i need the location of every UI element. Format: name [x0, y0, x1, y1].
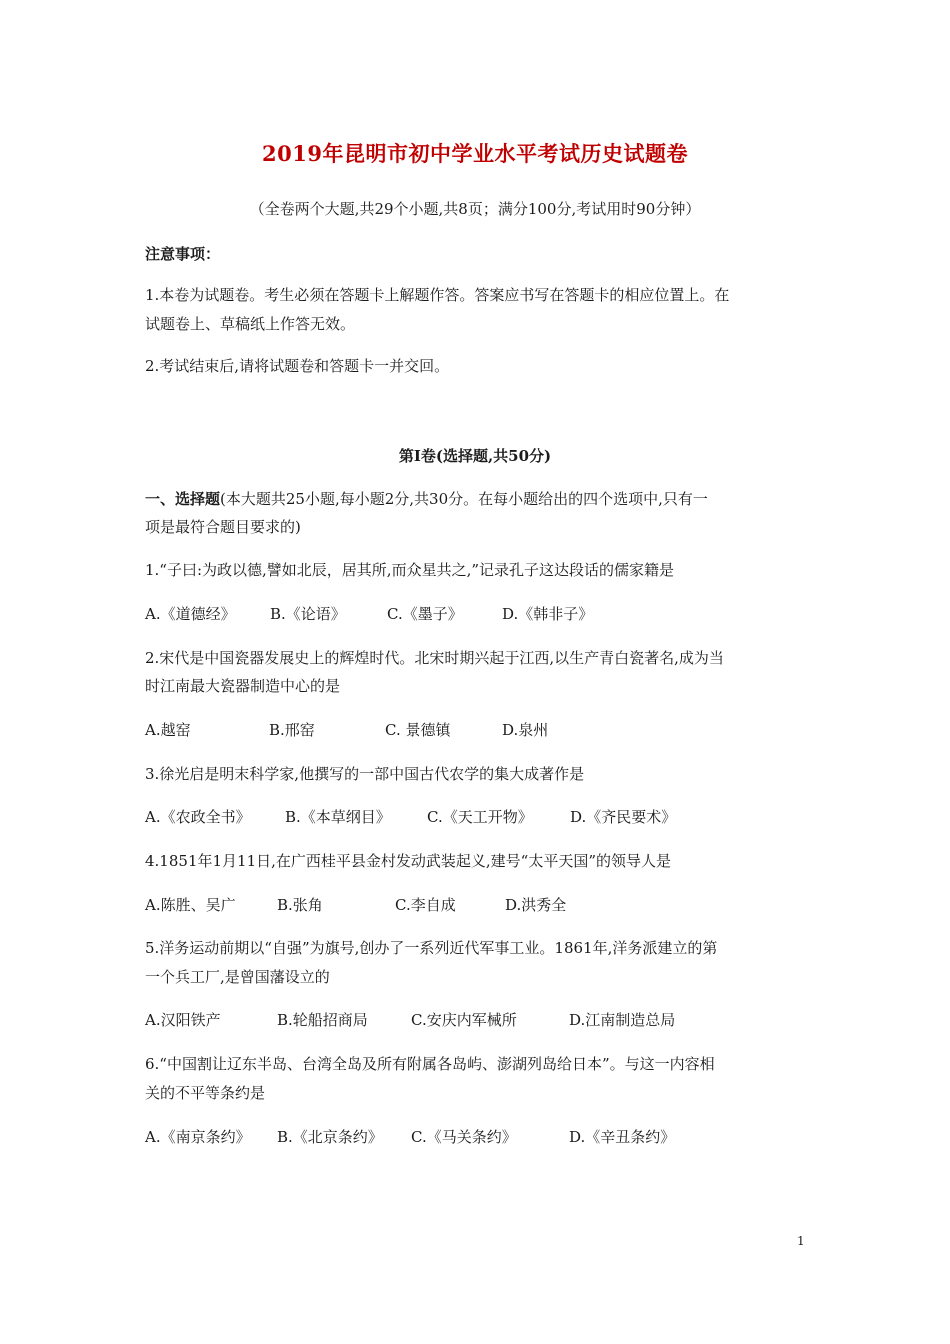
notice-item-2: 2.考试结束后,请将试题卷和答题卡一并交回。 — [145, 357, 450, 375]
notice-item-1-line-2: 试题卷上、草稿纸上作答无效。 — [145, 315, 356, 333]
question-1-stem: 1.“子曰:为政以德,譬如北辰，居其所,而众星共之,”记录孔子这达段话的儒家籍是 — [145, 561, 675, 579]
question-2-stem-line-1: 2.宋代是中国瓷器发展史上的辉煌时代。北宋时期兴起于江西,以生产青白瓷著名,成为当 — [145, 649, 724, 667]
question-5-option-d: D.江南制造总局 — [569, 1011, 676, 1029]
question-1-option-b: B.《论语》 — [270, 605, 346, 623]
question-2-option-d: D.泉州 — [502, 721, 549, 739]
question-6-option-c: C.《马关条约》 — [411, 1128, 517, 1146]
question-1-option-d: D.《韩非子》 — [502, 605, 594, 623]
section-title: 第Ⅰ卷(选择题,共50分) — [398, 447, 552, 465]
question-4-option-b: B.张角 — [277, 896, 323, 914]
question-3-option-d: D.《齐民要术》 — [570, 808, 677, 826]
question-3-stem: 3.徐光启是明末科学家,他撰写的一部中国古代农学的集大成著作是 — [145, 765, 585, 783]
notice-item-1-line-1: 1.本卷为试题卷。考生必须在答题卡上解题作答。答案应书写在答题卡的相应位置上。在 — [145, 286, 730, 304]
question-4-stem: 4.1851年1月11日,在广西桂平县金村发动武装起义,建号“太平天国”的领导人是 — [145, 852, 671, 870]
question-4-option-d: D.洪秀全 — [505, 896, 567, 914]
section-heading-line-2: 项是最符合题目要求的) — [145, 518, 301, 536]
question-1-option-c: C.《墨子》 — [387, 605, 463, 623]
question-6-option-a: A.《南京条约》 — [145, 1128, 251, 1146]
section-heading-text: (本大题共25小题,每小题2分,共30分。在每小题给出的四个选项中,只有一 — [220, 490, 708, 508]
question-5-option-a: A.汉阳铁产 — [145, 1011, 221, 1029]
page-number: 1 — [797, 1234, 805, 1248]
question-6-stem-line-2: 关的不平等条约是 — [145, 1084, 266, 1102]
question-3-option-c: C.《天工开物》 — [427, 808, 533, 826]
question-2-option-c: C. 景德镇 — [385, 721, 451, 739]
question-5-option-c: C.安庆内军械所 — [411, 1011, 517, 1029]
question-3-option-a: A.《农政全书》 — [145, 808, 251, 826]
notice-heading: 注意事项： — [145, 245, 221, 263]
question-3-option-b: B.《本草纲目》 — [285, 808, 391, 826]
question-2-stem-line-2: 时江南最大瓷器制造中心的是 — [145, 677, 341, 695]
section-heading-label: 一、选择题 — [145, 490, 221, 508]
exam-subtitle: （全卷两个大题,共29个小题,共8页；满分100分,考试用时90分钟） — [249, 200, 701, 218]
question-6-option-b: B.《北京条约》 — [277, 1128, 383, 1146]
question-2-option-a: A.越窑 — [145, 721, 191, 739]
question-6-option-d: D.《辛丑条约》 — [569, 1128, 676, 1146]
question-1-option-a: A.《道德经》 — [145, 605, 236, 623]
question-5-stem-line-1: 5.洋务运动前期以“自强”为旗号,创办了一系列近代军事工业。1861年,洋务派建立的第 — [145, 939, 718, 957]
question-6-stem-line-1: 6.“中国割让辽东半岛、台湾全岛及所有附属各岛屿、澎湖列岛给日本”。与这一内容相 — [145, 1055, 715, 1073]
question-4-option-a: A.陈胜、吴广 — [145, 896, 236, 914]
exam-title: 2019年昆明市初中学业水平考试历史试题卷 — [262, 141, 688, 166]
question-5-stem-line-2: 一个兵工厂,是曾国藩设立的 — [145, 968, 330, 986]
question-5-option-b: B.轮船招商局 — [277, 1011, 368, 1029]
question-4-option-c: C.李自成 — [395, 896, 456, 914]
question-2-option-b: B.邢窑 — [269, 721, 315, 739]
section-heading — [145, 485, 810, 514]
